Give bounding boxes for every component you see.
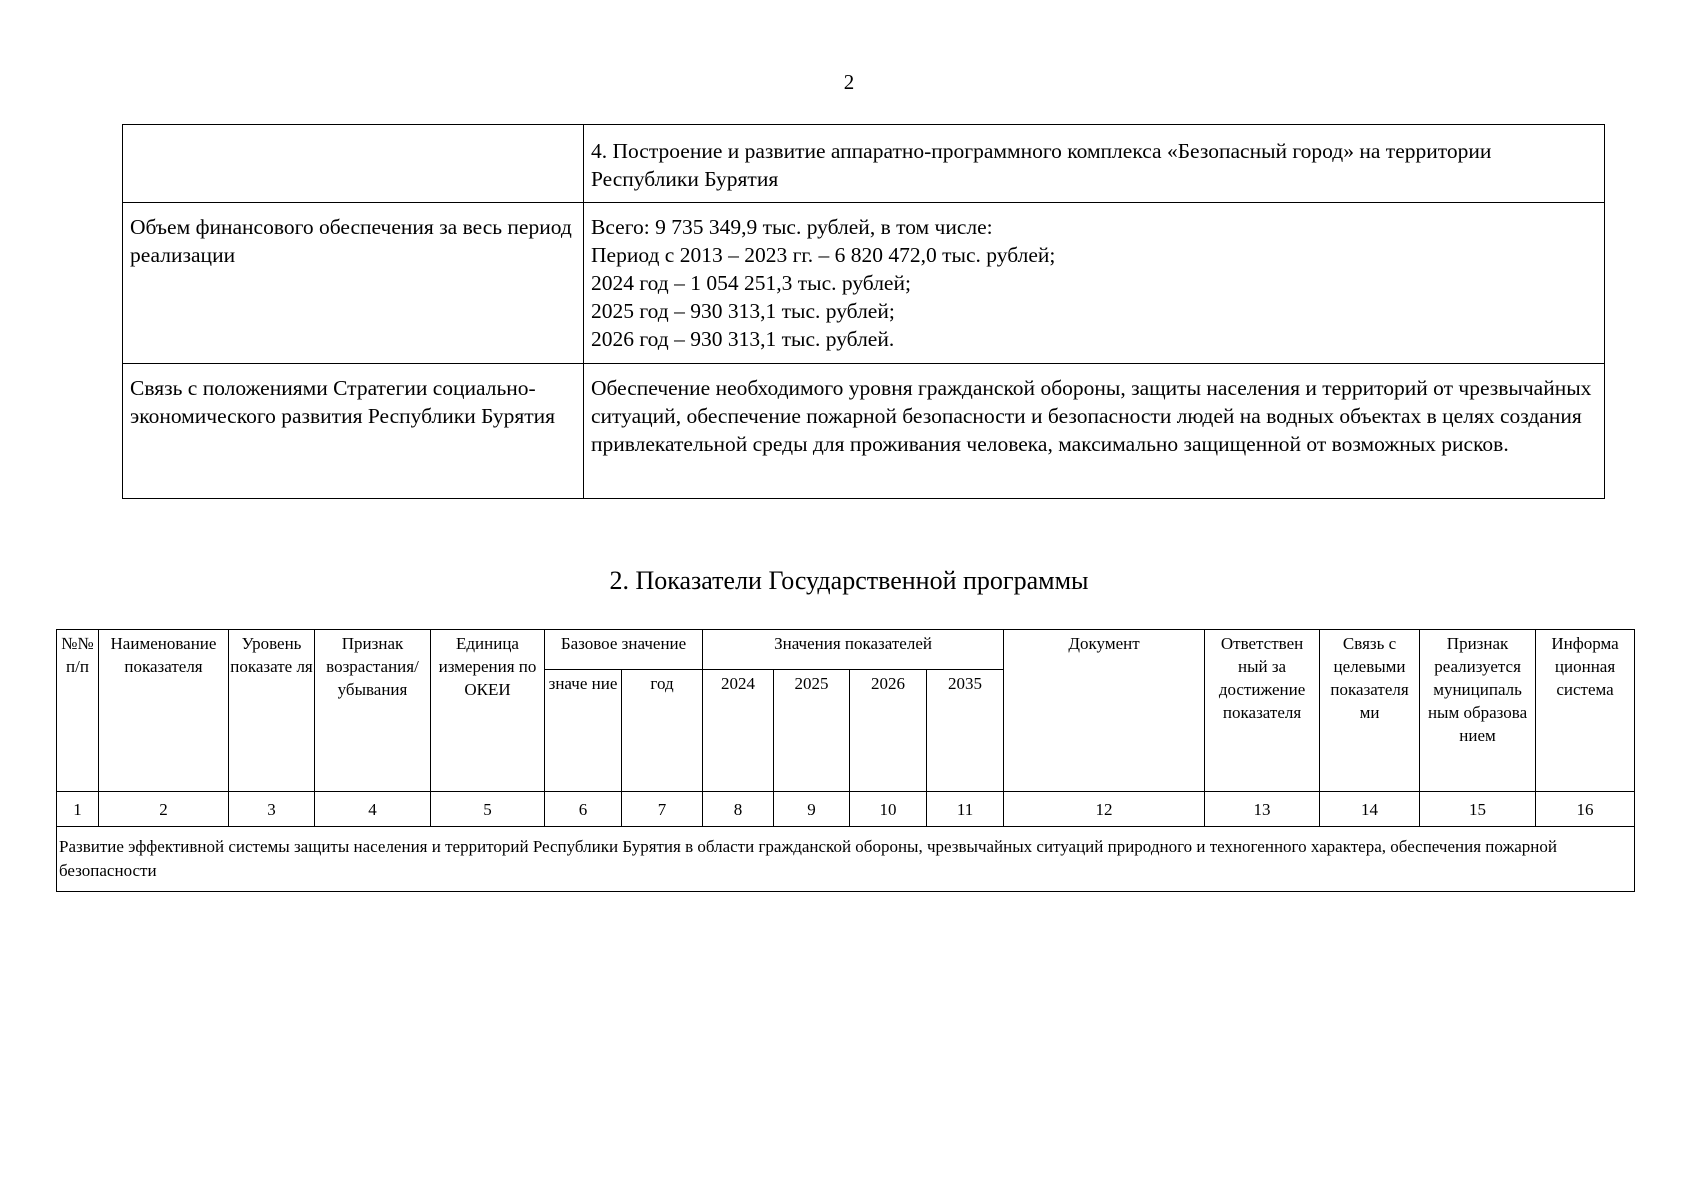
column-number: 8 bbox=[703, 792, 774, 827]
column-number: 12 bbox=[1004, 792, 1205, 827]
header-level: Уровень показате ля bbox=[229, 630, 315, 792]
header-municipal: Признак реализуется муниципаль ным образова нием bbox=[1420, 630, 1536, 792]
header-base-year: год bbox=[622, 670, 703, 792]
column-number: 5 bbox=[431, 792, 545, 827]
header-base: Базовое значение bbox=[545, 630, 703, 670]
header-year-2026: 2026 bbox=[850, 670, 927, 792]
header-base-value: значе ние bbox=[545, 670, 622, 792]
header-document: Документ bbox=[1004, 630, 1205, 792]
header-year-2035: 2035 bbox=[927, 670, 1004, 792]
column-number-row bbox=[57, 792, 1635, 827]
header-row bbox=[57, 630, 1635, 670]
header-sign: Признак возрастания/ убывания bbox=[315, 630, 431, 792]
section-title: 2. Показатели Государственной программы bbox=[609, 566, 1089, 595]
header-year-2025: 2025 bbox=[774, 670, 850, 792]
indicators-table bbox=[56, 629, 1635, 892]
header-responsible: Ответствен ный за достижение показателя bbox=[1205, 630, 1320, 792]
column-number: 13 bbox=[1205, 792, 1320, 827]
header-year-2024: 2024 bbox=[703, 670, 774, 792]
column-number: 6 bbox=[545, 792, 622, 827]
column-number: 10 bbox=[850, 792, 927, 827]
header-name: Наименование показателя bbox=[99, 630, 229, 792]
passport-row-label bbox=[123, 125, 584, 203]
header-infosystem: Информа ционная система bbox=[1536, 630, 1635, 792]
header-unit: Единица измерения по ОКЕИ bbox=[431, 630, 545, 792]
column-number: 4 bbox=[315, 792, 431, 827]
column-number: 1 bbox=[57, 792, 99, 827]
passport-value-line: 2026 год – 930 313,1 тыс. рублей. bbox=[591, 327, 895, 351]
passport-row-value bbox=[584, 203, 1605, 364]
goal-text: Развитие эффективной системы защиты населения и территорий Республики Бурятия в области гражданской обороны, чрезвычайных ситуаций природного и техногенного характера, обеспечения пожарной безопасности bbox=[57, 827, 1635, 892]
header-values: Значения показателей bbox=[703, 630, 1004, 670]
column-number: 15 bbox=[1420, 792, 1536, 827]
passport-row-value bbox=[584, 364, 1605, 499]
passport-value-line: Всего: 9 735 349,9 тыс. рублей, в том числе: bbox=[591, 215, 993, 239]
passport-table bbox=[122, 124, 1605, 499]
column-number: 7 bbox=[622, 792, 703, 827]
passport-row bbox=[123, 125, 1605, 203]
passport-value-line: Обеспечение необходимого уровня гражданской обороны, защиты населения и территорий от чрезвычайных ситуаций, обеспечение пожарной безопасности и безопасности людей на водных объектах в целях создания привлекательной среды для проживания человека, максимально защищенной от возможных рисков. bbox=[591, 376, 1592, 456]
passport-value-line: 2025 год – 930 313,1 тыс. рублей; bbox=[591, 299, 895, 323]
passport-value-line: 2024 год – 1 054 251,3 тыс. рублей; bbox=[591, 271, 911, 295]
passport-row bbox=[123, 203, 1605, 364]
passport-value-line: Период с 2013 – 2023 гг. – 6 820 472,0 тыс. рублей; bbox=[591, 243, 1056, 267]
passport-value-line: 4. Построение и развитие аппаратно-программного комплекса «Безопасный город» на территории Республики Бурятия bbox=[591, 139, 1492, 191]
header-link: Связь с целевыми показателя ми bbox=[1320, 630, 1420, 792]
header-num: №№ п/п bbox=[57, 630, 99, 792]
goal-row bbox=[57, 827, 1635, 892]
column-number: 14 bbox=[1320, 792, 1420, 827]
column-number: 9 bbox=[774, 792, 850, 827]
page-number: 2 bbox=[843, 70, 855, 94]
column-number: 3 bbox=[229, 792, 315, 827]
passport-row-label: Связь с положениями Стратегии социально-экономического развития Республики Бурятия bbox=[123, 364, 584, 499]
column-number: 11 bbox=[927, 792, 1004, 827]
passport-row-label: Объем финансового обеспечения за весь период реализации bbox=[123, 203, 584, 364]
column-number: 16 bbox=[1536, 792, 1635, 827]
column-number: 2 bbox=[99, 792, 229, 827]
passport-row bbox=[123, 364, 1605, 499]
passport-row-value bbox=[584, 125, 1605, 203]
